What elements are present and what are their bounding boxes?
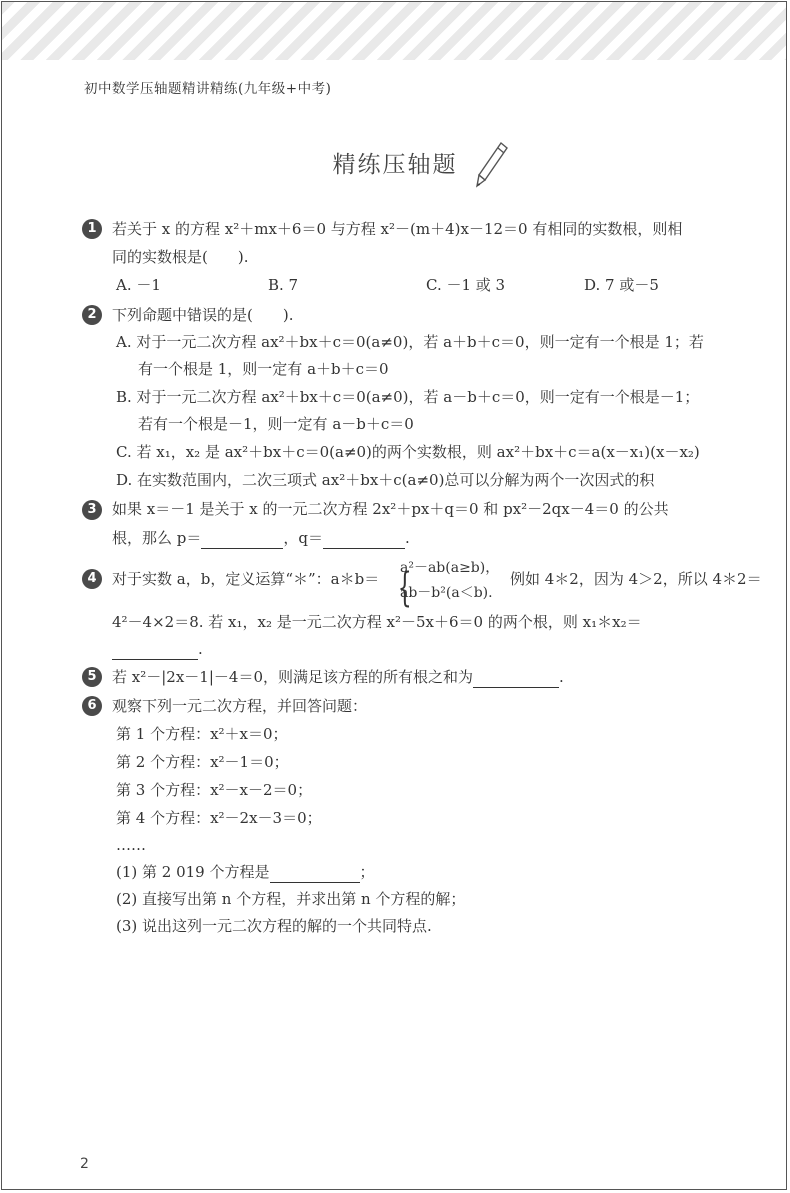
problem-6-question-3: (3) 说出这列一元二次方程的解的一个共同特点. xyxy=(116,917,432,935)
problem-2-stem: 下列命题中错误的是( ). xyxy=(112,306,294,324)
problem-1-line-1: 若关于 x 的方程 x²＋mx＋6＝0 与方程 x²－(m＋4)x－12＝0 有相同的实数根，则相 xyxy=(112,220,683,238)
problem-2-option-c: C. 若 x₁，x₂ 是 ax²＋bx＋c＝0(a≠0)的两个实数根，则 ax²＋bx＋c＝a(x－x₁)(x－x₂) xyxy=(116,443,700,461)
problem-2-badge: 2 xyxy=(82,305,102,325)
problem-3-line-2 xyxy=(112,527,410,549)
problem-6-badge: 6 xyxy=(82,696,102,716)
pencil-icon xyxy=(474,140,510,190)
problem-6-question-1-text: (1) 第 2 019 个方程是 xyxy=(116,863,270,881)
page-frame xyxy=(1,1,787,1190)
problem-3-q-label: ，q＝ xyxy=(283,529,323,547)
problem-4-brace: { xyxy=(397,565,412,611)
header-stripe-band xyxy=(2,2,786,60)
problem-4-example: 例如 4＊2，因为 4＞2，所以 4＊2＝ xyxy=(510,570,762,588)
problem-1-option-a: A. －1 xyxy=(116,276,161,294)
page-number: 2 xyxy=(80,1156,89,1172)
problem-6-ellipsis: …… xyxy=(116,836,146,854)
problem-4-definition: 对于实数 a，b，定义运算“＊”：a＊b＝ xyxy=(112,570,380,588)
problem-4-line-3 xyxy=(112,638,203,660)
problem-3-q-blank xyxy=(323,532,405,549)
problem-6-stem: 观察下列一元二次方程，并回答问题： xyxy=(112,697,368,715)
running-head: 初中数学压轴题精讲精练(九年级+中考) xyxy=(84,81,332,97)
problem-5-answer-blank xyxy=(473,671,559,688)
problem-3-end: . xyxy=(404,529,410,547)
problem-4-line-2: 4²－4×2＝8. 若 x₁，x₂ 是一元二次方程 x²－5x＋6＝0 的两个根，则 x₁＊x₂＝ xyxy=(112,613,642,631)
problem-1-badge: 1 xyxy=(82,219,102,239)
problem-1-option-c: C. －1 或 3 xyxy=(426,276,506,294)
problem-4-badge: 4 xyxy=(82,569,102,589)
problem-3-line-1: 如果 x＝－1 是关于 x 的一元二次方程 2x²＋px＋q＝0 和 px²－2qx－4＝0 的公共 xyxy=(112,500,669,518)
problem-2-option-a-line-1: A. 对于一元二次方程 ax²＋bx＋c＝0(a≠0)，若 a＋b＋c＝0，则一定有一个根是 1；若 xyxy=(116,333,704,351)
problem-5-line xyxy=(112,666,564,688)
problem-6-equation-4: 第 4 个方程：x²－2x－3＝0； xyxy=(116,809,322,827)
problem-3-badge: 3 xyxy=(82,500,102,520)
problem-2-option-b-line-2: 若有一个根是－1，则一定有 a－b＋c＝0 xyxy=(138,415,414,433)
problem-6-question-1-end: ； xyxy=(359,863,375,881)
problem-5-text: 若 x²－|2x－1|－4＝0，则满足该方程的所有根之和为 xyxy=(112,668,473,686)
problem-2-option-a-line-2: 有一个根是 1，则一定有 a＋b＋c＝0 xyxy=(138,360,389,378)
problem-3-p-blank xyxy=(201,532,283,549)
problem-6-equation-3: 第 3 个方程：x²－x－2＝0； xyxy=(116,781,313,799)
problem-4-answer-blank xyxy=(112,643,198,660)
problem-1-line-2: 同的实数根是( ). xyxy=(112,248,249,266)
problem-5-end: . xyxy=(558,668,564,686)
problem-4-case-2: ab－b²(a＜b). xyxy=(400,585,493,601)
problem-1-option-b: B. 7 xyxy=(268,276,299,294)
problem-6-answer-blank xyxy=(270,866,360,883)
problem-5-badge: 5 xyxy=(82,667,102,687)
problem-6-question-1 xyxy=(116,861,375,883)
problem-6-equation-1: 第 1 个方程：x²＋x＝0； xyxy=(116,725,288,743)
section-title: 精练压轴题 xyxy=(332,152,458,178)
problem-1-option-d: D. 7 或－5 xyxy=(584,276,659,294)
problem-3-p-label: 根，那么 p＝ xyxy=(112,529,202,547)
problem-6-equation-2: 第 2 个方程：x²－1＝0； xyxy=(116,753,289,771)
problem-4-case-1: a²－ab(a≥b)， xyxy=(400,560,500,576)
problem-6-question-2: (2) 直接写出第 n 个方程，并求出第 n 个方程的解； xyxy=(116,890,466,908)
problem-2-option-d: D. 在实数范围内，二次三项式 ax²＋bx＋c(a≠0)总可以分解为两个一次因式的积 xyxy=(116,471,655,489)
problem-4-end: . xyxy=(198,640,203,658)
problem-2-option-b-line-1: B. 对于一元二次方程 ax²＋bx＋c＝0(a≠0)，若 a－b＋c＝0，则一定有一个根是－1； xyxy=(116,388,700,406)
